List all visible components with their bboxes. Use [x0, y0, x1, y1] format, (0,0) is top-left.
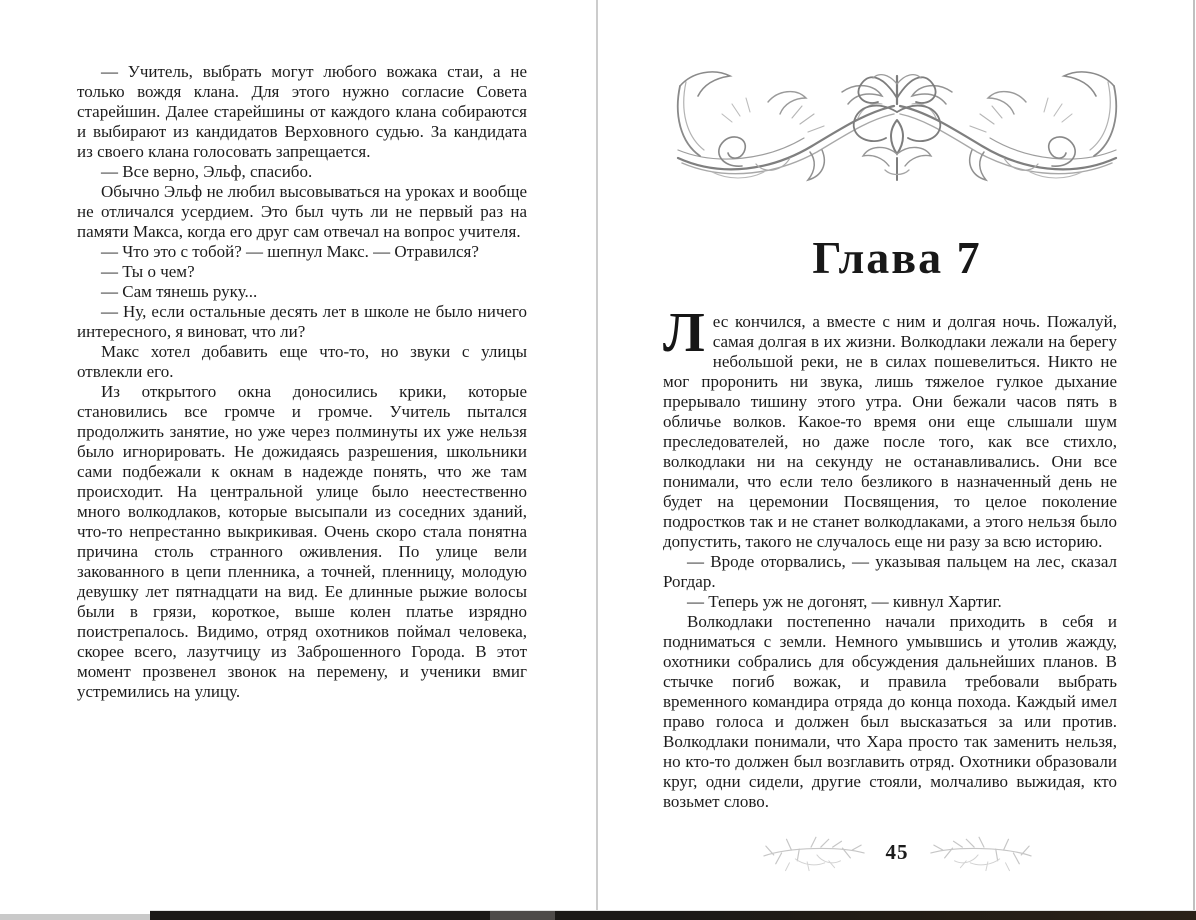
bottom-bar: [150, 911, 1196, 920]
paragraph: — Ну, если остальные десять лет в школе не было ничего интересного, я виноват, что ли?: [77, 302, 527, 341]
page-footer: [598, 824, 1196, 880]
bottom-bar-left-segment: [0, 914, 150, 920]
paragraph: — Ты о чем?: [101, 262, 195, 281]
paragraph: — Сам тянешь руку...: [101, 282, 258, 301]
paragraph: [663, 302, 1117, 552]
paragraph: — Вроде оторвались, — указывая пальцем на лес, сказал Рогдар.: [663, 552, 1117, 591]
window-edge-line: [1193, 0, 1195, 911]
left-page-text: [77, 62, 527, 702]
footer-floral-sprig-icon: [760, 829, 868, 875]
paragraph: — Все верно, Эльф, спасибо.: [101, 162, 313, 181]
chapter-header-ornament-icon: [672, 62, 1122, 188]
drop-cap: Л: [663, 302, 705, 364]
paragraph: Из открытого окна доносились крики, которые становились все громче и громче. Учитель пытался продолжить занятие, но уже через полминуты их уже нельзя было игнорировать. Не дожидаясь разрешения, школьники сами подбежали к окнам в надежде понять, что же там происходит. На центральной улице было неестественно много волкодлаков, которые высыпали из соседних зданий, что-то непрестанно выкрикивая. Очень скоро стала понятна причина столь странного оживления. По улице вели закованного в цепи пленника, а точней, пленницу, молодую девушку лет пятнадцати на вид. Ее длинные рыжие волосы были в грязи, короткое, выше колен платье изрядно поистрепалось. Видимо, отряд охотников поймал человека, скорее всего, лазутчицу из Заброшенного Города. В этот момент прозвенел звонок на перемену, и ученики вмиг устремились на улицу.: [77, 382, 527, 701]
paragraph: Волкодлаки постепенно начали приходить в себя и подниматься с земли. Немного умывшись и утолив жажду, охотники собрались для обсуждения дальнейших планов. В стычке погиб вожак, и правила требовали выбрать временного командира отряда до конца похода. Каждый имел право голоса и должен был высказаться за или против. Волкодлаки понимали, что Хара просто так заменить нельзя, но кто-то должен был возглавить отряд. Охотники образовали круг, одни сидели, другие стояли, молчаливо выжидая, кто возьмет слово.: [663, 612, 1117, 811]
paragraph: — Теперь уж не догонят, — кивнул Хартиг.: [687, 592, 1002, 611]
page-divider: [596, 0, 598, 911]
chapter-title: Глава 7: [812, 232, 982, 283]
scrollbar-thumb[interactable]: [490, 911, 555, 920]
right-page-text: [663, 302, 1117, 812]
paragraph: — Учитель, выбрать могут любого вожака стаи, а не только вождя клана. Для этого нужно согласие Совета старейшин. Далее старейшины от каждого клана собираются и выбирают из кандидатов Верховного судью. За кандидата из своего клана голосовать запрещается.: [77, 62, 527, 161]
footer-floral-sprig-icon: [927, 829, 1035, 875]
paragraph: Обычно Эльф не любил высовываться на уроках и вообще не отличался усердием. Это был чуть ли не первый раз на памяти Макса, когда его друг сам отвечал на вопрос учителя.: [77, 182, 527, 241]
paragraph: — Что это с тобой? — шепнул Макс. — Отравился?: [101, 242, 479, 261]
paragraph: Макс хотел добавить еще что-то, но звуки с улицы отвлекли его.: [77, 342, 527, 381]
page-number: 45: [885, 839, 909, 864]
paragraph-text: ес кончился, а вместе с ним и долгая ночь. Пожалуй, самая долгая в их жизни. Волкодлаки лежали на берегу небольшой реки, не в силах пошевелиться. Никто не мог проронить ни звука, лишь тяжелое гулкое дыхание прерывало тишину этого утра. Они бежали часов пять в обличье волков. Какое-то время они еще слышали шум преследователей, но даже после того, как все стихло, волкодлаки ни на секунду не останавливались. Они все понимали, что если тело безликого в назначенный день не будет на церемонии Посвящения, то целое поколение подростков так и не станет волкодлаками, а этого нельзя было допустить, такого не случалось еще ни разу за всю историю.: [663, 312, 1117, 551]
